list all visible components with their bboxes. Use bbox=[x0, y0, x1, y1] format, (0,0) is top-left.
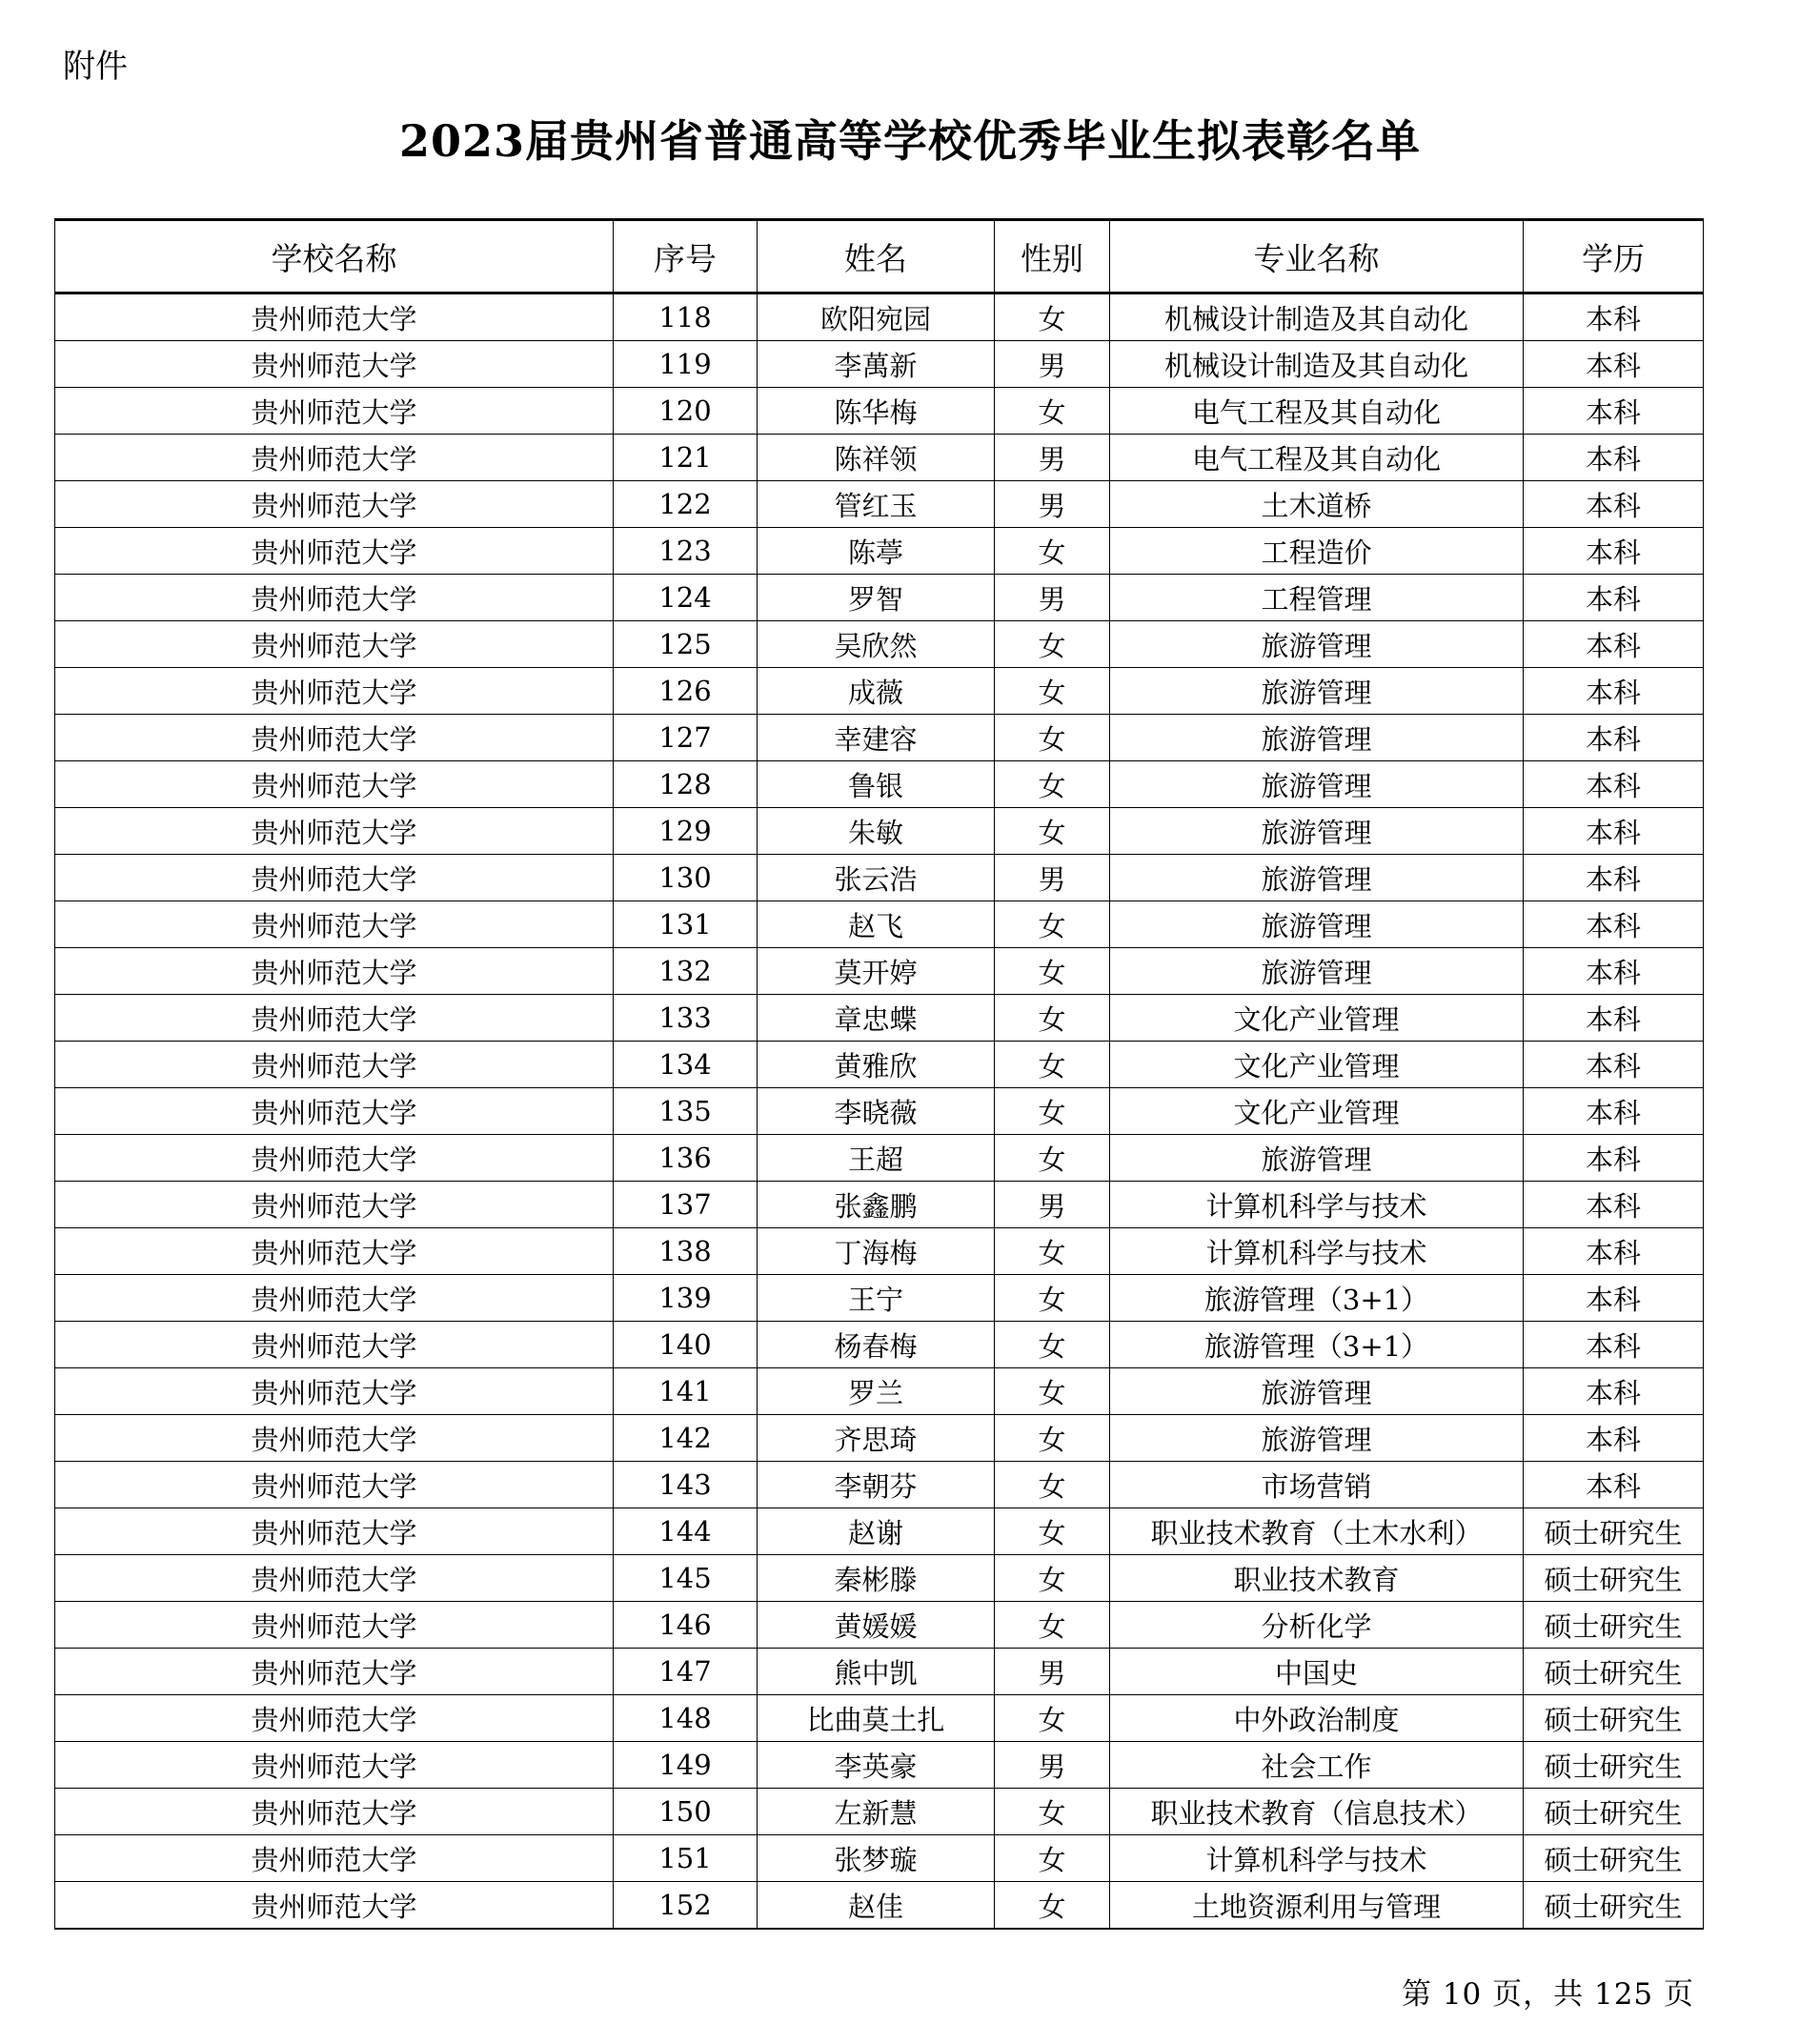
cell-seq: 133 bbox=[614, 995, 758, 1042]
cell-degree: 硕士研究生 bbox=[1524, 1555, 1704, 1602]
cell-degree: 本科 bbox=[1524, 293, 1704, 341]
cell-major: 职业技术教育 bbox=[1110, 1555, 1524, 1602]
header-gender: 性别 bbox=[995, 220, 1110, 293]
cell-gender: 女 bbox=[995, 1368, 1110, 1415]
cell-degree: 本科 bbox=[1524, 1462, 1704, 1508]
cell-gender: 女 bbox=[995, 621, 1110, 668]
table-row bbox=[55, 948, 1704, 995]
cell-school: 贵州师范大学 bbox=[55, 995, 614, 1042]
cell-major: 分析化学 bbox=[1110, 1602, 1524, 1649]
cell-name: 李朝芬 bbox=[758, 1462, 995, 1508]
cell-seq: 119 bbox=[614, 341, 758, 388]
table-row bbox=[55, 481, 1704, 528]
cell-gender: 男 bbox=[995, 341, 1110, 388]
cell-gender: 男 bbox=[995, 1182, 1110, 1228]
cell-major: 旅游管理 bbox=[1110, 761, 1524, 808]
cell-name: 左新慧 bbox=[758, 1789, 995, 1835]
cell-degree: 本科 bbox=[1524, 1135, 1704, 1182]
cell-major: 计算机科学与技术 bbox=[1110, 1835, 1524, 1882]
cell-major: 中国史 bbox=[1110, 1649, 1524, 1695]
cell-school: 贵州师范大学 bbox=[55, 341, 614, 388]
cell-major: 文化产业管理 bbox=[1110, 995, 1524, 1042]
cell-seq: 142 bbox=[614, 1415, 758, 1462]
cell-gender: 女 bbox=[995, 388, 1110, 435]
cell-seq: 140 bbox=[614, 1322, 758, 1368]
cell-name: 王宁 bbox=[758, 1275, 995, 1322]
cell-degree: 硕士研究生 bbox=[1524, 1602, 1704, 1649]
cell-major: 工程造价 bbox=[1110, 528, 1524, 575]
cell-gender: 女 bbox=[995, 528, 1110, 575]
cell-gender: 女 bbox=[995, 761, 1110, 808]
cell-school: 贵州师范大学 bbox=[55, 293, 614, 341]
cell-degree: 本科 bbox=[1524, 1042, 1704, 1088]
cell-name: 吴欣然 bbox=[758, 621, 995, 668]
table-row bbox=[55, 1182, 1704, 1228]
cell-name: 罗智 bbox=[758, 575, 995, 621]
cell-gender: 女 bbox=[995, 1882, 1110, 1930]
cell-major: 计算机科学与技术 bbox=[1110, 1182, 1524, 1228]
cell-school: 贵州师范大学 bbox=[55, 528, 614, 575]
cell-degree: 本科 bbox=[1524, 575, 1704, 621]
cell-seq: 138 bbox=[614, 1228, 758, 1275]
cell-major: 土地资源利用与管理 bbox=[1110, 1882, 1524, 1930]
cell-name: 朱敏 bbox=[758, 808, 995, 855]
cell-school: 贵州师范大学 bbox=[55, 855, 614, 901]
cell-school: 贵州师范大学 bbox=[55, 1415, 614, 1462]
cell-major: 旅游管理 bbox=[1110, 621, 1524, 668]
cell-seq: 145 bbox=[614, 1555, 758, 1602]
cell-major: 电气工程及其自动化 bbox=[1110, 388, 1524, 435]
table-row bbox=[55, 1322, 1704, 1368]
cell-seq: 151 bbox=[614, 1835, 758, 1882]
cell-degree: 硕士研究生 bbox=[1524, 1742, 1704, 1789]
cell-gender: 女 bbox=[995, 995, 1110, 1042]
cell-school: 贵州师范大学 bbox=[55, 1882, 614, 1930]
cell-major: 旅游管理 bbox=[1110, 1135, 1524, 1182]
cell-gender: 女 bbox=[995, 948, 1110, 995]
cell-major: 电气工程及其自动化 bbox=[1110, 435, 1524, 481]
cell-degree: 本科 bbox=[1524, 1182, 1704, 1228]
cell-school: 贵州师范大学 bbox=[55, 1135, 614, 1182]
cell-major: 旅游管理 bbox=[1110, 668, 1524, 715]
cell-seq: 150 bbox=[614, 1789, 758, 1835]
cell-seq: 118 bbox=[614, 293, 758, 341]
header-school: 学校名称 bbox=[55, 220, 614, 293]
cell-school: 贵州师范大学 bbox=[55, 1508, 614, 1555]
cell-degree: 硕士研究生 bbox=[1524, 1835, 1704, 1882]
cell-name: 黄媛媛 bbox=[758, 1602, 995, 1649]
cell-school: 贵州师范大学 bbox=[55, 1695, 614, 1742]
table-row bbox=[55, 388, 1704, 435]
cell-gender: 女 bbox=[995, 1135, 1110, 1182]
table-row bbox=[55, 761, 1704, 808]
cell-gender: 女 bbox=[995, 1275, 1110, 1322]
cell-seq: 129 bbox=[614, 808, 758, 855]
table-header bbox=[55, 220, 1704, 293]
header-name: 姓名 bbox=[758, 220, 995, 293]
cell-major: 旅游管理 bbox=[1110, 855, 1524, 901]
cell-name: 罗兰 bbox=[758, 1368, 995, 1415]
cell-gender: 女 bbox=[995, 1695, 1110, 1742]
cell-gender: 女 bbox=[995, 1602, 1110, 1649]
cell-degree: 本科 bbox=[1524, 1088, 1704, 1135]
cell-gender: 男 bbox=[995, 855, 1110, 901]
cell-name: 张梦璇 bbox=[758, 1835, 995, 1882]
cell-degree: 本科 bbox=[1524, 528, 1704, 575]
cell-gender: 女 bbox=[995, 1835, 1110, 1882]
cell-degree: 本科 bbox=[1524, 715, 1704, 761]
cell-school: 贵州师范大学 bbox=[55, 808, 614, 855]
cell-school: 贵州师范大学 bbox=[55, 1228, 614, 1275]
cell-gender: 女 bbox=[995, 1508, 1110, 1555]
cell-seq: 128 bbox=[614, 761, 758, 808]
cell-seq: 141 bbox=[614, 1368, 758, 1415]
cell-seq: 126 bbox=[614, 668, 758, 715]
cell-school: 贵州师范大学 bbox=[55, 1182, 614, 1228]
cell-gender: 女 bbox=[995, 1042, 1110, 1088]
cell-name: 李晓薇 bbox=[758, 1088, 995, 1135]
table-row bbox=[55, 1835, 1704, 1882]
cell-seq: 121 bbox=[614, 435, 758, 481]
table-row bbox=[55, 528, 1704, 575]
cell-name: 陈葶 bbox=[758, 528, 995, 575]
table-row bbox=[55, 1508, 1704, 1555]
cell-gender: 女 bbox=[995, 901, 1110, 948]
cell-name: 张鑫鹏 bbox=[758, 1182, 995, 1228]
cell-major: 旅游管理 bbox=[1110, 901, 1524, 948]
cell-degree: 本科 bbox=[1524, 948, 1704, 995]
table-row bbox=[55, 715, 1704, 761]
table-row bbox=[55, 1649, 1704, 1695]
cell-degree: 本科 bbox=[1524, 1322, 1704, 1368]
cell-seq: 147 bbox=[614, 1649, 758, 1695]
cell-major: 机械设计制造及其自动化 bbox=[1110, 293, 1524, 341]
cell-major: 社会工作 bbox=[1110, 1742, 1524, 1789]
cell-major: 文化产业管理 bbox=[1110, 1088, 1524, 1135]
cell-degree: 本科 bbox=[1524, 668, 1704, 715]
header-major: 专业名称 bbox=[1110, 220, 1524, 293]
cell-name: 张云浩 bbox=[758, 855, 995, 901]
cell-seq: 137 bbox=[614, 1182, 758, 1228]
cell-name: 李英豪 bbox=[758, 1742, 995, 1789]
cell-name: 丁海梅 bbox=[758, 1228, 995, 1275]
cell-school: 贵州师范大学 bbox=[55, 435, 614, 481]
cell-name: 黄雅欣 bbox=[758, 1042, 995, 1088]
table-row bbox=[55, 575, 1704, 621]
cell-school: 贵州师范大学 bbox=[55, 901, 614, 948]
cell-name: 欧阳宛园 bbox=[758, 293, 995, 341]
cell-seq: 132 bbox=[614, 948, 758, 995]
cell-degree: 本科 bbox=[1524, 481, 1704, 528]
cell-gender: 女 bbox=[995, 668, 1110, 715]
table-row bbox=[55, 1135, 1704, 1182]
cell-gender: 男 bbox=[995, 1742, 1110, 1789]
cell-name: 陈华梅 bbox=[758, 388, 995, 435]
table-row bbox=[55, 1602, 1704, 1649]
table-row bbox=[55, 1275, 1704, 1322]
table-row bbox=[55, 995, 1704, 1042]
cell-major: 旅游管理 bbox=[1110, 1415, 1524, 1462]
cell-degree: 硕士研究生 bbox=[1524, 1789, 1704, 1835]
cell-name: 管红玉 bbox=[758, 481, 995, 528]
cell-gender: 女 bbox=[995, 1322, 1110, 1368]
table-row bbox=[55, 293, 1704, 341]
cell-seq: 143 bbox=[614, 1462, 758, 1508]
cell-name: 李萬新 bbox=[758, 341, 995, 388]
cell-name: 章忠蝶 bbox=[758, 995, 995, 1042]
cell-major: 职业技术教育（土木水利） bbox=[1110, 1508, 1524, 1555]
cell-name: 鲁银 bbox=[758, 761, 995, 808]
cell-degree: 硕士研究生 bbox=[1524, 1695, 1704, 1742]
cell-seq: 131 bbox=[614, 901, 758, 948]
cell-degree: 本科 bbox=[1524, 341, 1704, 388]
cell-school: 贵州师范大学 bbox=[55, 715, 614, 761]
cell-major: 工程管理 bbox=[1110, 575, 1524, 621]
cell-major: 机械设计制造及其自动化 bbox=[1110, 341, 1524, 388]
cell-gender: 男 bbox=[995, 575, 1110, 621]
cell-degree: 硕士研究生 bbox=[1524, 1649, 1704, 1695]
cell-school: 贵州师范大学 bbox=[55, 575, 614, 621]
cell-major: 旅游管理 bbox=[1110, 948, 1524, 995]
cell-school: 贵州师范大学 bbox=[55, 621, 614, 668]
table-body bbox=[55, 293, 1704, 1930]
cell-gender: 女 bbox=[995, 1228, 1110, 1275]
table-row bbox=[55, 1462, 1704, 1508]
cell-major: 旅游管理 bbox=[1110, 1368, 1524, 1415]
cell-degree: 本科 bbox=[1524, 808, 1704, 855]
table-row bbox=[55, 901, 1704, 948]
cell-gender: 女 bbox=[995, 715, 1110, 761]
cell-major: 旅游管理（3+1） bbox=[1110, 1322, 1524, 1368]
cell-degree: 本科 bbox=[1524, 901, 1704, 948]
cell-school: 贵州师范大学 bbox=[55, 1555, 614, 1602]
cell-seq: 123 bbox=[614, 528, 758, 575]
cell-school: 贵州师范大学 bbox=[55, 481, 614, 528]
cell-school: 贵州师范大学 bbox=[55, 1042, 614, 1088]
table-row bbox=[55, 1789, 1704, 1835]
cell-name: 王超 bbox=[758, 1135, 995, 1182]
cell-degree: 本科 bbox=[1524, 855, 1704, 901]
cell-seq: 124 bbox=[614, 575, 758, 621]
cell-seq: 122 bbox=[614, 481, 758, 528]
cell-gender: 女 bbox=[995, 1088, 1110, 1135]
cell-gender: 男 bbox=[995, 435, 1110, 481]
table-row bbox=[55, 668, 1704, 715]
cell-seq: 146 bbox=[614, 1602, 758, 1649]
cell-degree: 本科 bbox=[1524, 1228, 1704, 1275]
header-row bbox=[55, 220, 1704, 293]
cell-degree: 本科 bbox=[1524, 388, 1704, 435]
cell-major: 计算机科学与技术 bbox=[1110, 1228, 1524, 1275]
table-row bbox=[55, 341, 1704, 388]
table-row bbox=[55, 1042, 1704, 1088]
table-row bbox=[55, 1555, 1704, 1602]
cell-name: 熊中凯 bbox=[758, 1649, 995, 1695]
cell-degree: 本科 bbox=[1524, 1275, 1704, 1322]
cell-major: 职业技术教育（信息技术） bbox=[1110, 1789, 1524, 1835]
cell-school: 贵州师范大学 bbox=[55, 668, 614, 715]
cell-school: 贵州师范大学 bbox=[55, 1602, 614, 1649]
cell-degree: 本科 bbox=[1524, 761, 1704, 808]
cell-name: 幸建容 bbox=[758, 715, 995, 761]
honoree-table bbox=[54, 218, 1704, 1930]
cell-name: 杨春梅 bbox=[758, 1322, 995, 1368]
cell-major: 旅游管理 bbox=[1110, 808, 1524, 855]
cell-seq: 120 bbox=[614, 388, 758, 435]
attachment-label: 附件 bbox=[63, 48, 128, 86]
cell-name: 赵飞 bbox=[758, 901, 995, 948]
cell-seq: 130 bbox=[614, 855, 758, 901]
cell-gender: 男 bbox=[995, 1649, 1110, 1695]
cell-school: 贵州师范大学 bbox=[55, 1789, 614, 1835]
cell-degree: 硕士研究生 bbox=[1524, 1882, 1704, 1930]
cell-school: 贵州师范大学 bbox=[55, 761, 614, 808]
cell-gender: 男 bbox=[995, 481, 1110, 528]
page-number: 第 10 页，共 125 页 bbox=[1401, 1977, 1694, 2012]
cell-name: 齐思琦 bbox=[758, 1415, 995, 1462]
cell-school: 贵州师范大学 bbox=[55, 388, 614, 435]
cell-gender: 女 bbox=[995, 293, 1110, 341]
table-row bbox=[55, 1228, 1704, 1275]
cell-major: 旅游管理 bbox=[1110, 715, 1524, 761]
cell-degree: 本科 bbox=[1524, 1415, 1704, 1462]
cell-seq: 125 bbox=[614, 621, 758, 668]
cell-seq: 139 bbox=[614, 1275, 758, 1322]
cell-school: 贵州师范大学 bbox=[55, 1368, 614, 1415]
cell-school: 贵州师范大学 bbox=[55, 1742, 614, 1789]
document-title: 2023届贵州省普通高等学校优秀毕业生拟表彰名单 bbox=[398, 115, 1422, 167]
cell-school: 贵州师范大学 bbox=[55, 948, 614, 995]
cell-name: 秦彬滕 bbox=[758, 1555, 995, 1602]
cell-seq: 149 bbox=[614, 1742, 758, 1789]
cell-degree: 本科 bbox=[1524, 435, 1704, 481]
cell-gender: 女 bbox=[995, 1462, 1110, 1508]
cell-seq: 127 bbox=[614, 715, 758, 761]
cell-name: 莫开婷 bbox=[758, 948, 995, 995]
cell-name: 赵佳 bbox=[758, 1882, 995, 1930]
cell-seq: 136 bbox=[614, 1135, 758, 1182]
cell-seq: 135 bbox=[614, 1088, 758, 1135]
cell-gender: 女 bbox=[995, 1789, 1110, 1835]
cell-major: 旅游管理（3+1） bbox=[1110, 1275, 1524, 1322]
table-row bbox=[55, 1415, 1704, 1462]
cell-school: 贵州师范大学 bbox=[55, 1835, 614, 1882]
cell-seq: 148 bbox=[614, 1695, 758, 1742]
cell-seq: 152 bbox=[614, 1882, 758, 1930]
cell-school: 贵州师范大学 bbox=[55, 1322, 614, 1368]
cell-major: 土木道桥 bbox=[1110, 481, 1524, 528]
cell-name: 成薇 bbox=[758, 668, 995, 715]
cell-gender: 女 bbox=[995, 1555, 1110, 1602]
cell-gender: 女 bbox=[995, 808, 1110, 855]
table-row bbox=[55, 808, 1704, 855]
table-row bbox=[55, 1742, 1704, 1789]
header-seq: 序号 bbox=[614, 220, 758, 293]
cell-gender: 女 bbox=[995, 1415, 1110, 1462]
cell-major: 中外政治制度 bbox=[1110, 1695, 1524, 1742]
cell-name: 赵谢 bbox=[758, 1508, 995, 1555]
table-row bbox=[55, 855, 1704, 901]
table-row bbox=[55, 1088, 1704, 1135]
cell-school: 贵州师范大学 bbox=[55, 1649, 614, 1695]
cell-school: 贵州师范大学 bbox=[55, 1462, 614, 1508]
cell-name: 陈祥领 bbox=[758, 435, 995, 481]
cell-school: 贵州师范大学 bbox=[55, 1088, 614, 1135]
header-degree: 学历 bbox=[1524, 220, 1704, 293]
cell-major: 文化产业管理 bbox=[1110, 1042, 1524, 1088]
cell-seq: 144 bbox=[614, 1508, 758, 1555]
cell-degree: 硕士研究生 bbox=[1524, 1508, 1704, 1555]
cell-degree: 本科 bbox=[1524, 995, 1704, 1042]
table-row bbox=[55, 1882, 1704, 1930]
cell-degree: 本科 bbox=[1524, 1368, 1704, 1415]
table-row bbox=[55, 1368, 1704, 1415]
cell-name: 比曲莫土扎 bbox=[758, 1695, 995, 1742]
cell-school: 贵州师范大学 bbox=[55, 1275, 614, 1322]
table-row bbox=[55, 1695, 1704, 1742]
table-row bbox=[55, 435, 1704, 481]
cell-seq: 134 bbox=[614, 1042, 758, 1088]
cell-major: 市场营销 bbox=[1110, 1462, 1524, 1508]
cell-degree: 本科 bbox=[1524, 621, 1704, 668]
table-row bbox=[55, 621, 1704, 668]
